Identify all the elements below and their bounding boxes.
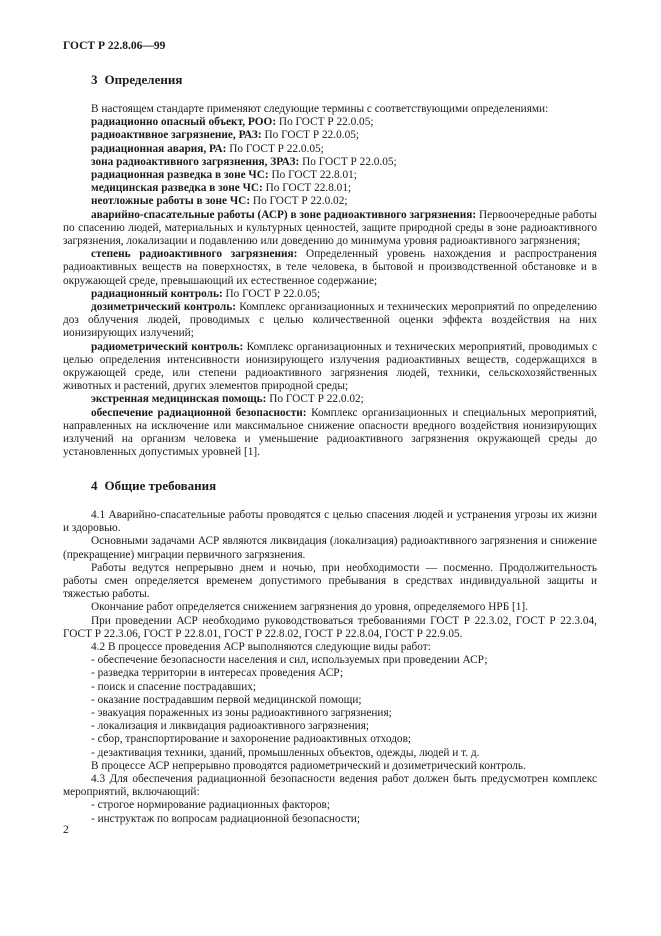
paragraph: Работы ведутся непрерывно днем и ночью, при необходимости — посменно. Продолжительность работы смен определяется временем допустимого пребывания в средствах индивидуальной защиты и тяжестью работы. bbox=[63, 561, 597, 601]
definition-item bbox=[63, 169, 597, 182]
definition-term: аварийно-спасательные работы (АСР) в зоне радиоактивного загрязнения: bbox=[91, 208, 477, 221]
definition-term: дозиметрический контроль: bbox=[91, 301, 236, 314]
paragraph: 4.3 Для обеспечения радиационной безопасности ведения работ должен быть предусмотрен комплекс мероприятий, включающий: bbox=[63, 773, 597, 799]
definition-text: Комплекс организационных и специальных мероприятий, направленных на исключение или максимальное снижение опасности вредного воздействия ионизирующих излучений на организм человека и уменьшение радиоактивного загрязнения окружающей среды до установленных допустимых уровней [1]. bbox=[63, 406, 597, 459]
section-3-number: 3 bbox=[91, 72, 98, 87]
definition-text: По ГОСТ Р 22.0.05; bbox=[222, 287, 321, 300]
definition-text: Определенный уровень нахождения и распространения радиоактивных веществ на поверхностях, в теле человека, в бытовой и производственной обстановке и в окружающей среде, превышающий их естественное содержание; bbox=[63, 248, 597, 287]
definition-term: радиометрический контроль: bbox=[91, 340, 244, 353]
works-list bbox=[63, 654, 597, 760]
definition-item bbox=[63, 301, 597, 341]
definition-term: радиоактивное загрязнение, РАЗ: bbox=[91, 129, 262, 142]
definition-item bbox=[63, 248, 597, 288]
section-3-heading bbox=[91, 72, 182, 88]
paragraph: Окончание работ определяется снижением загрязнения до уровня, определяемого НРБ [1]. bbox=[91, 601, 529, 614]
definition-text: Первоочередные работы по спасению людей, материальных и культурных ценностей, защите природной среды в зоне радиоактивного загрязнения, локализации и подавлению или доведению до минимума уровня радиоактивного загрязнения; bbox=[63, 208, 597, 248]
section-4-body bbox=[63, 509, 597, 826]
definition-term: обеспечение радиационной безопасности: bbox=[91, 406, 307, 419]
definition-term: зона радиоактивного загрязнения, ЗРАЗ: bbox=[91, 155, 300, 168]
paragraph: 4.2 В процессе проведения АСР выполняются следующие виды работ: bbox=[91, 641, 431, 654]
definition-term: неотложные работы в зоне ЧС: bbox=[91, 195, 251, 208]
definition-term: радиационно опасный объект, РОО: bbox=[91, 116, 277, 129]
definition-text: По ГОСТ 22.8.01; bbox=[262, 182, 352, 195]
definition-text: По ГОСТ Р 22.0.02; bbox=[250, 195, 348, 208]
definition-item bbox=[63, 182, 597, 195]
paragraph: В процессе АСР непрерывно проводятся радиометрический и дозиметрический контроль. bbox=[91, 759, 526, 772]
definition-text: Комплекс организационных и технических мероприятий, проводимых с целью определения интенсивности ионизирующего излучения радиоактивных веществ, содержащихся в окружающей среде, или степени радиоактивного загрязнения людей, техники, сельскохозяйственных животных и растений, других элементов природной среды; bbox=[63, 340, 597, 393]
section-4-title: Общие требования bbox=[104, 478, 217, 493]
list-item: - дезактивация техники, зданий, промышленных объектов, одежды, людей и т. д. bbox=[91, 746, 480, 759]
definition-item bbox=[63, 341, 597, 394]
page-number: 2 bbox=[63, 824, 69, 836]
list-item: - оказание пострадавшим первой медицинской помощи; bbox=[91, 693, 362, 706]
paragraph: 4.1 Аварийно-спасательные работы проводятся с целью спасения людей и устранения угрозы их жизни и здоровью. bbox=[63, 509, 597, 535]
definition-item bbox=[63, 209, 597, 249]
definition-item bbox=[63, 156, 597, 169]
list-item: - обеспечение безопасности населения и сил, используемых при проведении АСР; bbox=[91, 654, 488, 667]
definition-text: По ГОСТ Р 22.0.02; bbox=[266, 393, 364, 406]
section-3-body bbox=[63, 103, 597, 459]
definition-item bbox=[63, 129, 597, 142]
section-3-title: Определения bbox=[104, 72, 183, 87]
definition-text: По ГОСТ Р 22.0.05; bbox=[226, 142, 324, 155]
list-item: - эвакуация пораженных из зоны радиоактивного загрязнения; bbox=[91, 707, 392, 720]
definition-term: медицинская разведка в зоне ЧС: bbox=[91, 182, 263, 195]
section-4-number: 4 bbox=[91, 478, 98, 493]
measures-list bbox=[63, 799, 597, 825]
definition-text: По ГОСТ Р 22.0.05; bbox=[261, 129, 360, 142]
definition-text: По ГОСТ Р 22.0.05; bbox=[299, 155, 397, 168]
list-item: - разведка территории в интересах проведения АСР; bbox=[91, 667, 344, 680]
definition-term: радиационная авария, РА: bbox=[91, 142, 227, 155]
definition-item bbox=[63, 407, 597, 460]
list-item: - строгое нормирование радиационных факторов; bbox=[91, 799, 330, 812]
definition-term: радиационная разведка в зоне ЧС: bbox=[91, 169, 269, 182]
list-item: - поиск и спасение пострадавших; bbox=[91, 680, 257, 693]
definition-text: По ГОСТ Р 22.0.05; bbox=[276, 116, 374, 129]
section-4-heading bbox=[91, 478, 216, 494]
list-item: - локализация и ликвидация радиоактивного загрязнения; bbox=[91, 720, 370, 733]
definition-item bbox=[63, 143, 597, 156]
definition-item bbox=[63, 116, 597, 129]
definition-text: По ГОСТ 22.8.01; bbox=[268, 169, 357, 182]
list-item: - сбор, транспортирование и захоронение радиоактивных отходов; bbox=[91, 733, 412, 746]
definition-item bbox=[63, 195, 597, 208]
document-header: ГОСТ Р 22.8.06—99 bbox=[63, 40, 166, 52]
definition-item bbox=[63, 393, 597, 406]
definition-term: экстренная медицинская помощь: bbox=[91, 393, 267, 406]
paragraph: При проведении АСР необходимо руководствоваться требованиями ГОСТ Р 22.3.02, ГОСТ Р 22.3.04, ГОСТ Р 22.3.06, ГОСТ Р 22.8.01, ГОСТ Р 22.8.02, ГОСТ Р 22.8.04, ГОСТ Р 22.9.05. bbox=[63, 614, 597, 640]
definitions-intro: В настоящем стандарте применяют следующие термины с соответствующими определениями: bbox=[91, 103, 549, 115]
definition-term: степень радиоактивного загрязнения: bbox=[91, 248, 298, 261]
definition-item bbox=[63, 288, 597, 301]
definition-term: радиационный контроль: bbox=[91, 287, 223, 300]
paragraph: Основными задачами АСР являются ликвидация (локализация) радиоактивного загрязнения и снижение (прекращение) миграции первичного загрязнения. bbox=[63, 535, 597, 561]
list-item: - инструктаж по вопросам радиационной безопасности; bbox=[91, 812, 360, 825]
definition-text: Комплекс организационных и технических мероприятий по определению доз облучения людей, проводимых с целью количественной оценки эффекта воздействия на них ионизирующих излучений; bbox=[63, 301, 597, 340]
